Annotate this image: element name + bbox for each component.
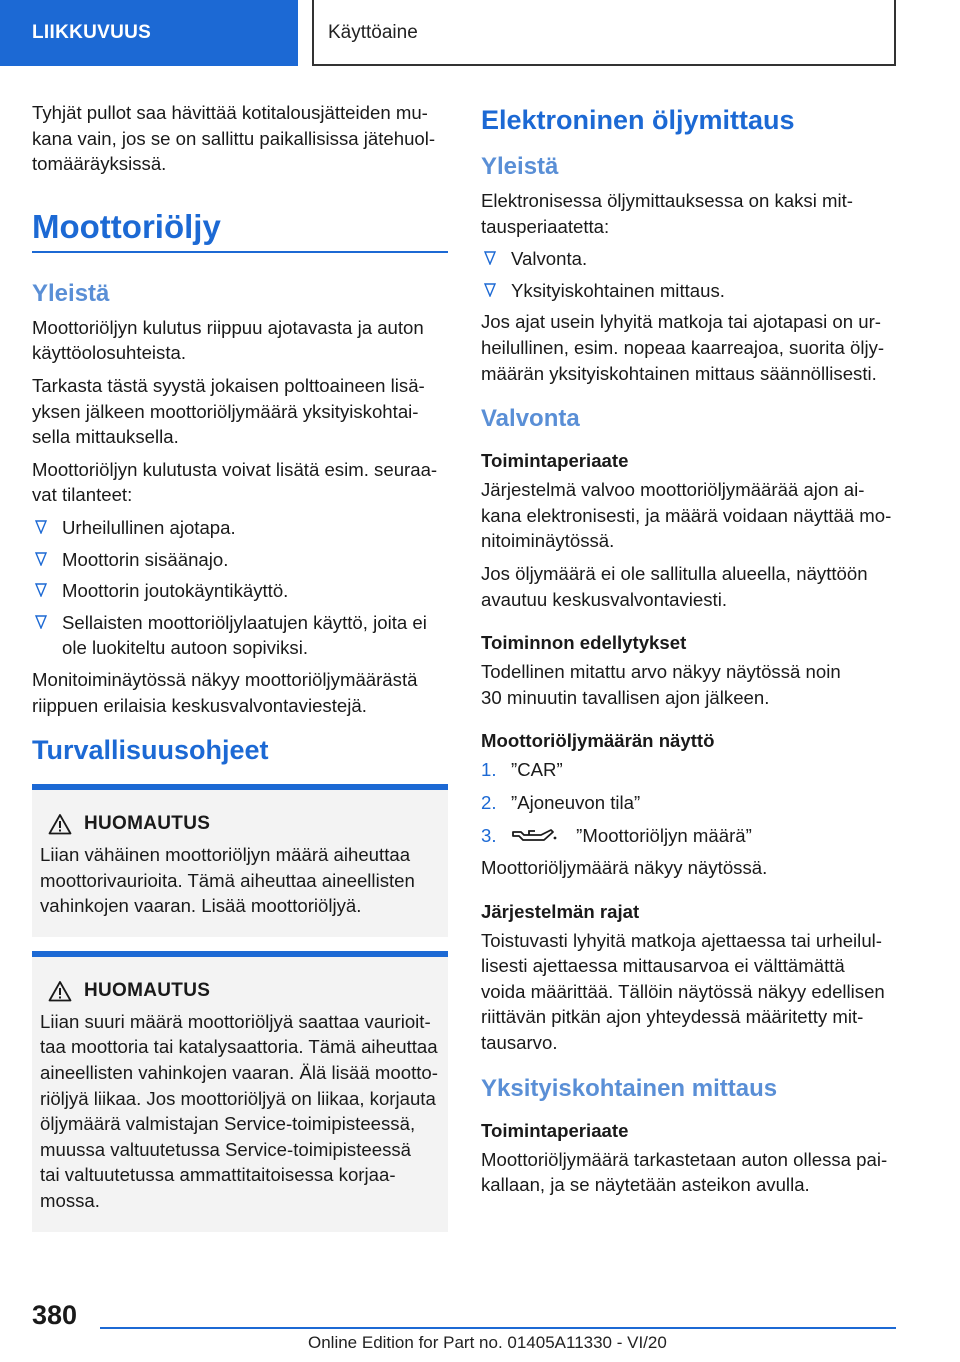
triangle-bullet-icon	[35, 615, 47, 629]
list-item-text: Urheilullinen ajotapa.	[62, 516, 236, 538]
principle-heading: Toimintaperiaate	[481, 450, 629, 472]
general-heading: Yleistä	[481, 153, 559, 180]
paragraph: Elektronisessa öljymittauksessa on kaksi mit- tausperiaatetta:	[481, 190, 854, 237]
bullet-list	[32, 515, 448, 661]
paragraph: Monitoiminäytössä näkyy moottoriöljymäärästä riippuen erilaisia keskusvalvontaviestejä.	[32, 668, 418, 716]
triangle-bullet-icon	[484, 283, 496, 297]
step-item	[481, 790, 897, 816]
paragraph: Toistuvasti lyhyitä matkoja ajettaessa tai urheilul- lisesti ajettaessa mittausarvoa ei välttämättä voida määrittää. Tällöin näytössä näkyy edellisen riittävän pitkän ajon yhteydessä määritetty mit- tausarvo.	[481, 929, 885, 1054]
list-item	[32, 547, 448, 573]
paragraph: Tarkasta tästä syystä jokaisen polttoaineen lisä- yksen jälkeen moottoriöljymäärä yksityiskohtai- sella mittauksella.	[32, 374, 425, 448]
oil-can-icon	[511, 826, 557, 844]
warning-box	[32, 951, 448, 1232]
chapter-title: Käyttöaine	[312, 0, 896, 66]
bullet-list	[481, 246, 897, 303]
paragraph: Jos öljymäärä ei ole sallitulla alueella, näyttöön avautuu keskusvalvontaviesti.	[481, 562, 868, 610]
step-text: ”Ajoneuvon tila”	[511, 791, 641, 813]
safety-heading: Turvallisuusohjeet	[32, 735, 269, 766]
monitoring-heading: Valvonta	[481, 405, 580, 433]
step-text: ”Moottoriöljyn määrä”	[576, 824, 752, 846]
principle-heading: Toimintaperiaate	[481, 1119, 629, 1141]
triangle-bullet-icon	[35, 583, 47, 597]
paragraph: Moottoriöljyn kulutusta voivat lisätä esim. seuraa- vat tilanteet:	[32, 458, 438, 506]
limits-heading: Järjestelmän rajat	[481, 900, 640, 922]
paragraph: Järjestelmä valvoo moottoriöljymäärää ajon ai- kana elektronisesti, ja määrä voidaan näyttää mo- nitoiminäytössä.	[481, 479, 892, 552]
main-heading: Elektroninen öljymittaus	[481, 105, 795, 135]
warning-title-text: HUOMAUTUS	[84, 813, 211, 835]
list-item	[32, 610, 448, 661]
display-heading: Moottoriöljymäärän näyttö	[481, 730, 715, 752]
warning-title	[48, 979, 440, 1003]
page-header	[0, 0, 960, 66]
list-item	[481, 246, 897, 272]
triangle-bullet-icon	[35, 520, 47, 534]
list-item-text: Moottorin joutokäyntikäyttö.	[62, 580, 289, 602]
step-number: 1.	[481, 759, 497, 781]
intro-paragraph: Tyhjät pullot saa hävittää kotitalousjätteiden mu- kana vain, jos se on sallittu paikallisissa jätehuol- tomääräyksissä.	[32, 102, 436, 175]
page-number: 380	[32, 1300, 78, 1330]
step-number: 3.	[481, 824, 497, 846]
triangle-bullet-icon	[484, 251, 496, 265]
step-number: 2.	[481, 791, 497, 813]
edition-text: Online Edition for Part no. 01405A11330 - VI/20	[308, 1333, 667, 1352]
footer-divider	[100, 1327, 896, 1329]
paragraph: Todellinen mitattu arvo näkyy näytössä noin 30 minuutin tavallisen ajon jälkeen.	[481, 661, 841, 708]
general-heading: Yleistä	[32, 279, 110, 307]
paragraph: Moottoriöljymäärä tarkastetaan auton ollessa pai- kallaan, ja se näytetään asteikon avulla.	[481, 1148, 888, 1196]
list-item	[481, 278, 897, 304]
warning-box	[32, 784, 448, 937]
paragraph: Jos ajat usein lyhyitä matkoja tai ajotapasi on ur- heilullinen, esim. nopeaa kaarreajoa, suorita öljy- määrän yksityiskohtainen mittaus säännöllisesti.	[481, 311, 885, 384]
section-tab: LIIKKUVUUS	[0, 0, 298, 66]
list-item	[32, 578, 448, 604]
list-item	[32, 515, 448, 541]
list-item-text: Valvonta.	[511, 248, 588, 270]
list-item-text: Sellaisten moottoriöljylaatujen käyttö, joita ei ole luokiteltu autoon sopiviksi.	[62, 611, 427, 659]
warning-title-text: HUOMAUTUS	[84, 979, 211, 1001]
step-item	[481, 757, 897, 783]
left-column	[32, 100, 448, 1246]
paragraph: Moottoriöljyn kulutus riippuu ajotavasta ja auton käyttöolosuhteista.	[32, 316, 424, 364]
paragraph: Moottoriöljymäärä näkyy näytössä.	[481, 857, 768, 879]
warning-title	[48, 812, 440, 836]
triangle-bullet-icon	[35, 552, 47, 566]
detailed-measurement-heading: Yksityiskohtainen mittaus	[481, 1074, 778, 1102]
warning-triangle-icon	[48, 980, 72, 1002]
list-item-text: Yksityiskohtainen mittaus.	[511, 279, 725, 301]
step-text: ”CAR”	[511, 759, 563, 781]
right-column	[481, 100, 897, 1205]
warning-text: Liian suuri määrä moottoriöljyä saattaa vaurioit- taa moottoria tai katalysaattoria. Tämä aiheuttaa aineellisten vahinkojen vaaran. Älä lisää mootto- riöljyä liikaa. Jos moottoriöljyä on liikaa, korjauta öljymäärä valmistajan Service-toimipisteessä, muussa valtuutetussa Service-toimipisteessä tai valtuutetussa ammattitaitoisessa korjaa- mossa.	[40, 1010, 438, 1212]
step-list	[481, 757, 897, 848]
prerequisites-heading: Toiminnon edellytykset	[481, 632, 687, 654]
list-item-text: Moottorin sisäänajo.	[62, 548, 229, 570]
chapter-heading: Moottoriöljy	[32, 207, 448, 253]
step-item	[481, 823, 897, 849]
warning-text: Liian vähäinen moottoriöljyn määrä aiheuttaa moottorivaurioita. Tämä aiheuttaa aineellisten vahinkojen vaaran. Lisää moottoriöljyä.	[40, 844, 415, 917]
warning-triangle-icon	[48, 813, 72, 835]
